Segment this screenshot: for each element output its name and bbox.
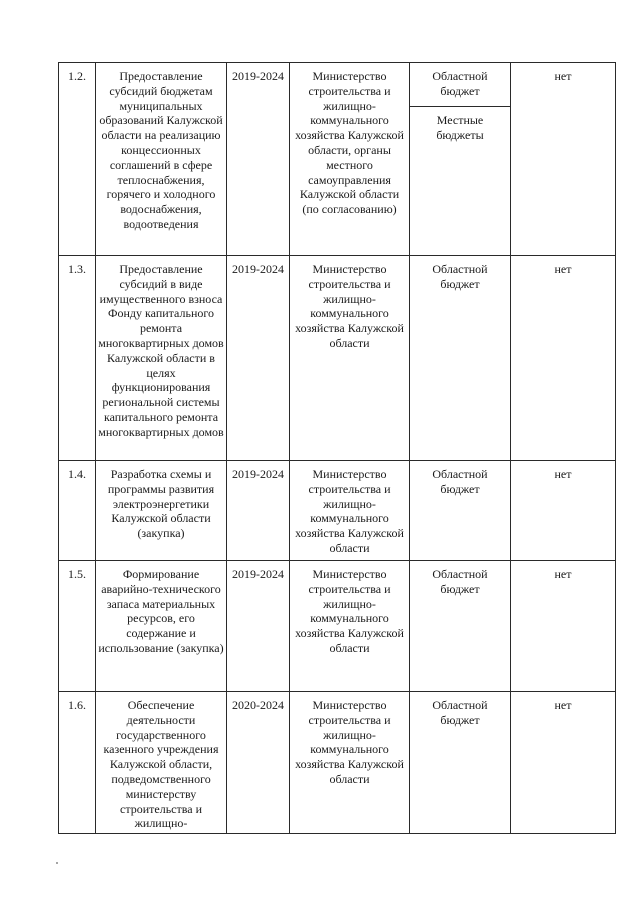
table-row xyxy=(59,256,616,461)
period-cell: 2020-2024 xyxy=(227,692,290,834)
measure-cell: Предоставление субсидий в виде имущественного взноса Фонду капитального ремонта многоквартирных домов Калужской области в целях функционирования региональной системы капитального ремонта многоквартирных домов xyxy=(96,256,227,461)
measure-cell: Разработка схемы и программы развития электроэнергетики Калужской области (закупка) xyxy=(96,461,227,561)
period-cell: 2019-2024 xyxy=(227,256,290,461)
period-cell: 2019-2024 xyxy=(227,561,290,692)
funding-source-cell xyxy=(410,63,511,256)
funding-source-cell: Областной бюджет xyxy=(410,561,511,692)
measure-cell: Формирование аварийно-технического запаса материальных ресурсов, его содержание и использование (закупка) xyxy=(96,561,227,692)
note-cell: нет xyxy=(511,561,616,692)
row-number: 1.3. xyxy=(59,256,96,461)
executor-cell: Министерство строительства и жилищно-коммунального хозяйства Калужской области xyxy=(290,461,410,561)
table-row xyxy=(59,461,616,561)
period-cell: 2019-2024 xyxy=(227,461,290,561)
executor-cell: Министерство строительства и жилищно-коммунального хозяйства Калужской области, органы местного самоуправления Калужской области (по согласованию) xyxy=(290,63,410,256)
measures-table xyxy=(58,62,616,834)
note-cell: нет xyxy=(511,692,616,834)
row-number: 1.4. xyxy=(59,461,96,561)
note-cell: нет xyxy=(511,256,616,461)
funding-source-cell: Областной бюджет xyxy=(410,692,511,834)
executor-cell: Министерство строительства и жилищно-коммунального хозяйства Калужской области xyxy=(290,256,410,461)
table-row xyxy=(59,692,616,834)
executor-cell: Министерство строительства и жилищно-коммунального хозяйства Калужской области xyxy=(290,692,410,834)
row-number: 1.5. xyxy=(59,561,96,692)
measure-cell: Предоставление субсидий бюджетам муниципальных образований Калужской области на реализацию концессионных соглашений в сфере теплоснабжения, горячего и холодного водоснабжения, водоотведения xyxy=(96,63,227,256)
funding-source-local: Местные бюджеты xyxy=(436,113,484,142)
note-cell: нет xyxy=(511,63,616,256)
row-number: 1.2. xyxy=(59,63,96,256)
funding-source-cell: Областной бюджет xyxy=(410,256,511,461)
measure-cell: Обеспечение деятельности государственного казенного учреждения Калужской области, подведомственного министерству строительства и жилищно- xyxy=(96,692,227,834)
note-cell: нет xyxy=(511,461,616,561)
row-number: 1.6. xyxy=(59,692,96,834)
executor-cell: Министерство строительства и жилищно-коммунального хозяйства Калужской области xyxy=(290,561,410,692)
scan-speck xyxy=(56,862,58,864)
table-row xyxy=(59,561,616,692)
funding-source-cell: Областной бюджет xyxy=(410,461,511,561)
funding-source-regional: Областной бюджет xyxy=(410,63,510,107)
period-cell: 2019-2024 xyxy=(227,63,290,256)
table-row xyxy=(59,63,616,256)
